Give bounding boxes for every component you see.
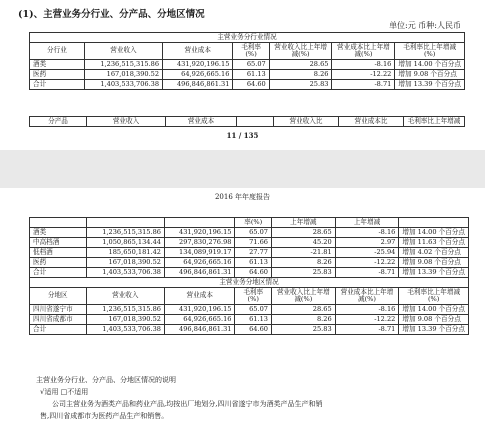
header-cell: 营业收入 xyxy=(86,288,164,305)
table-cell: 8.26 xyxy=(269,70,332,80)
report-page-bottom xyxy=(0,188,485,436)
table-cell: 28.65 xyxy=(269,60,332,70)
table-cell: 28.65 xyxy=(272,305,336,315)
header-cell: 营业成本 xyxy=(163,43,233,60)
table-cell: 167,018,390.52 xyxy=(86,258,164,268)
currency-unit: 单位:元 币种:人民币 xyxy=(389,21,461,30)
table-cell: 医药 xyxy=(30,70,85,80)
table-row xyxy=(30,238,469,248)
header-cell: 营业成本比上年增减(%) xyxy=(335,288,399,305)
table-cell: 61.13 xyxy=(233,70,269,80)
table-cell: 1,236,515,315.86 xyxy=(86,305,164,315)
header-cell: 上年增减 xyxy=(272,218,336,228)
table-cell: 185,650,181.42 xyxy=(86,248,164,258)
table-cell: -12.22 xyxy=(335,315,399,325)
header-cell: 分行业 xyxy=(30,43,85,60)
table-cell: 增加 13.39 个百分点 xyxy=(399,268,469,278)
table-row xyxy=(30,218,469,228)
table-cell: 64,926,665.16 xyxy=(163,70,233,80)
header-cell: 营业收入比上年增减(%) xyxy=(272,288,336,305)
table-cell: 增加 14.00 个百分点 xyxy=(399,228,469,238)
table-row xyxy=(30,305,469,315)
industry-table-header xyxy=(30,43,465,60)
table-cell: -12.22 xyxy=(335,258,399,268)
table-cell: 增加 9.08 个百分点 xyxy=(399,315,469,325)
table-cell: 增加 4.02 个百分点 xyxy=(399,248,469,258)
table-cell: 增加 9.08 个百分点 xyxy=(395,70,465,80)
table-cell: -12.22 xyxy=(332,70,395,80)
table-cell: 431,920,196.15 xyxy=(164,228,235,238)
table-cell: 1,050,865,134.44 xyxy=(86,238,164,248)
industry-table-title: 主营业务分行业情况 xyxy=(30,33,465,43)
notes-options: √适用 □不适用 xyxy=(40,388,89,396)
header-cell: 毛利率比上年增减(%) xyxy=(395,43,465,60)
header-cell: 营业收入比上年增减(%) xyxy=(269,43,332,60)
header-cell: 营业收入比 xyxy=(274,117,339,127)
header-cell: 营业成本比 xyxy=(339,117,404,127)
table-row xyxy=(30,70,465,80)
header-cell: 毛利率(%) xyxy=(235,288,272,305)
table-cell: 64.60 xyxy=(235,268,272,278)
table-cell: 65.07 xyxy=(235,305,272,315)
table-cell: 25.83 xyxy=(272,325,336,335)
table-row xyxy=(30,117,465,127)
table-cell: 低档酒 xyxy=(30,248,87,258)
table-cell: 167,018,390.52 xyxy=(84,70,162,80)
table-cell: 27.77 xyxy=(235,248,272,258)
table-cell: -8.16 xyxy=(335,305,399,315)
table-cell: -8.16 xyxy=(332,60,395,70)
header-cell: 营业成本比上年增减(%) xyxy=(332,43,395,60)
header-cell xyxy=(30,218,87,228)
table-cell: 134,089,919.17 xyxy=(164,248,235,258)
header-cell xyxy=(164,218,235,228)
table-cell: 酒类 xyxy=(30,60,85,70)
table-cell: -25.94 xyxy=(335,248,399,258)
table-row xyxy=(30,228,469,238)
table-row xyxy=(30,258,469,268)
table-cell: 496,846,861.31 xyxy=(164,268,235,278)
table-cell: 431,920,196.15 xyxy=(163,60,233,70)
header-cell: 营业收入 xyxy=(84,43,162,60)
table-cell: 中高档酒 xyxy=(30,238,87,248)
table-cell: 增加 13.39 个百分点 xyxy=(395,80,465,90)
table-cell: -21.81 xyxy=(272,248,336,258)
table-cell: 297,830,276.98 xyxy=(164,238,235,248)
table-cell: 64,926,665.16 xyxy=(164,258,235,268)
table-row xyxy=(30,80,465,90)
explanation-notes xyxy=(36,374,322,422)
header-cell: 营业成本 xyxy=(164,288,235,305)
industry-table xyxy=(29,32,465,90)
table-cell: 431,920,196.15 xyxy=(164,305,235,315)
table-cell: 61.13 xyxy=(235,258,272,268)
page-gap xyxy=(0,150,485,188)
table-cell: -8.71 xyxy=(335,325,399,335)
running-head: 2016 年年度报告 xyxy=(214,193,271,201)
table-cell: 45.20 xyxy=(272,238,336,248)
table-cell: 64,926,665.16 xyxy=(164,315,235,325)
table-cell: 1,403,533,706.38 xyxy=(86,325,164,335)
page-number: 11 / 135 xyxy=(226,131,259,140)
table-cell: 8.26 xyxy=(272,258,336,268)
table-cell: 合计 xyxy=(30,268,87,278)
table-cell: -8.71 xyxy=(335,268,399,278)
table-cell: 增加 14.00 个百分点 xyxy=(395,60,465,70)
table-cell: 496,846,861.31 xyxy=(163,80,233,90)
table-cell: 28.65 xyxy=(272,228,336,238)
table-row xyxy=(30,268,469,278)
table-cell: 25.83 xyxy=(272,268,336,278)
table-cell: 64.60 xyxy=(235,325,272,335)
product-and-region-table xyxy=(29,217,469,335)
notes-title: 主营业务分行业、分产品、分地区情况的说明 xyxy=(36,376,176,384)
table-cell: 增加 14.00 个百分点 xyxy=(399,305,469,315)
region-table-header xyxy=(30,288,469,305)
table-cell: 合计 xyxy=(30,80,85,90)
header-cell: 毛利率(%) xyxy=(233,43,269,60)
header-cell: 分地区 xyxy=(30,288,87,305)
table-cell: 四川省遂宁市 xyxy=(30,305,87,315)
table-cell: 25.83 xyxy=(269,80,332,90)
header-cell: 毛利率比上年增减 xyxy=(404,117,465,127)
table-cell: 增加 13.39 个百分点 xyxy=(399,325,469,335)
table-cell: 酒类 xyxy=(30,228,87,238)
product-table-partial-header xyxy=(29,116,465,127)
table-cell: 增加 11.63 个百分点 xyxy=(399,238,469,248)
table-row xyxy=(30,325,469,335)
table-cell: 医药 xyxy=(30,258,87,268)
header-cell: 营业成本 xyxy=(166,117,237,127)
table-cell: 1,403,533,706.38 xyxy=(84,80,162,90)
table-row xyxy=(30,248,469,258)
table-cell: 1,236,515,315.86 xyxy=(86,228,164,238)
table-cell: -8.71 xyxy=(332,80,395,90)
table-cell: 1,236,515,315.86 xyxy=(84,60,162,70)
header-cell: 上年增减 xyxy=(335,218,399,228)
notes-line-2: 售,四川省成都市为医药产品生产和销售。 xyxy=(40,412,169,420)
table-cell: 64.60 xyxy=(233,80,269,90)
table-cell: 1,403,533,706.38 xyxy=(86,268,164,278)
header-cell xyxy=(86,218,164,228)
table-cell: 合计 xyxy=(30,325,87,335)
header-cell: 分产品 xyxy=(30,117,87,127)
header-cell: 毛利率比上年增减(%) xyxy=(399,288,469,305)
table-row xyxy=(30,60,465,70)
table-cell: 增加 9.08 个百分点 xyxy=(399,258,469,268)
table-cell: 四川省成都市 xyxy=(30,315,87,325)
header-cell xyxy=(237,117,274,127)
table-cell: 65.07 xyxy=(235,228,272,238)
table-cell: -8.16 xyxy=(335,228,399,238)
table-row xyxy=(30,315,469,325)
notes-line-1: 公司主营业务为酒类产品和药业产品,均按出厂地划分,四川省遂宁市为酒类产品生产和销 xyxy=(52,400,323,408)
table-cell: 61.13 xyxy=(235,315,272,325)
header-cell xyxy=(399,218,469,228)
table-cell: 71.66 xyxy=(235,238,272,248)
header-cell: 营业收入 xyxy=(87,117,166,127)
table-cell: 496,846,861.31 xyxy=(164,325,235,335)
table-cell: 65.07 xyxy=(233,60,269,70)
region-table-title: 主营业务分地区情况 xyxy=(30,278,469,288)
table-cell: 167,018,390.52 xyxy=(86,315,164,325)
table-cell: 8.26 xyxy=(272,315,336,325)
section-heading: (1)、主营业务分行业、分产品、分地区情况 xyxy=(18,9,205,20)
header-cell: 率(%) xyxy=(235,218,272,228)
table-cell: 2.97 xyxy=(335,238,399,248)
report-page-top xyxy=(0,0,485,150)
